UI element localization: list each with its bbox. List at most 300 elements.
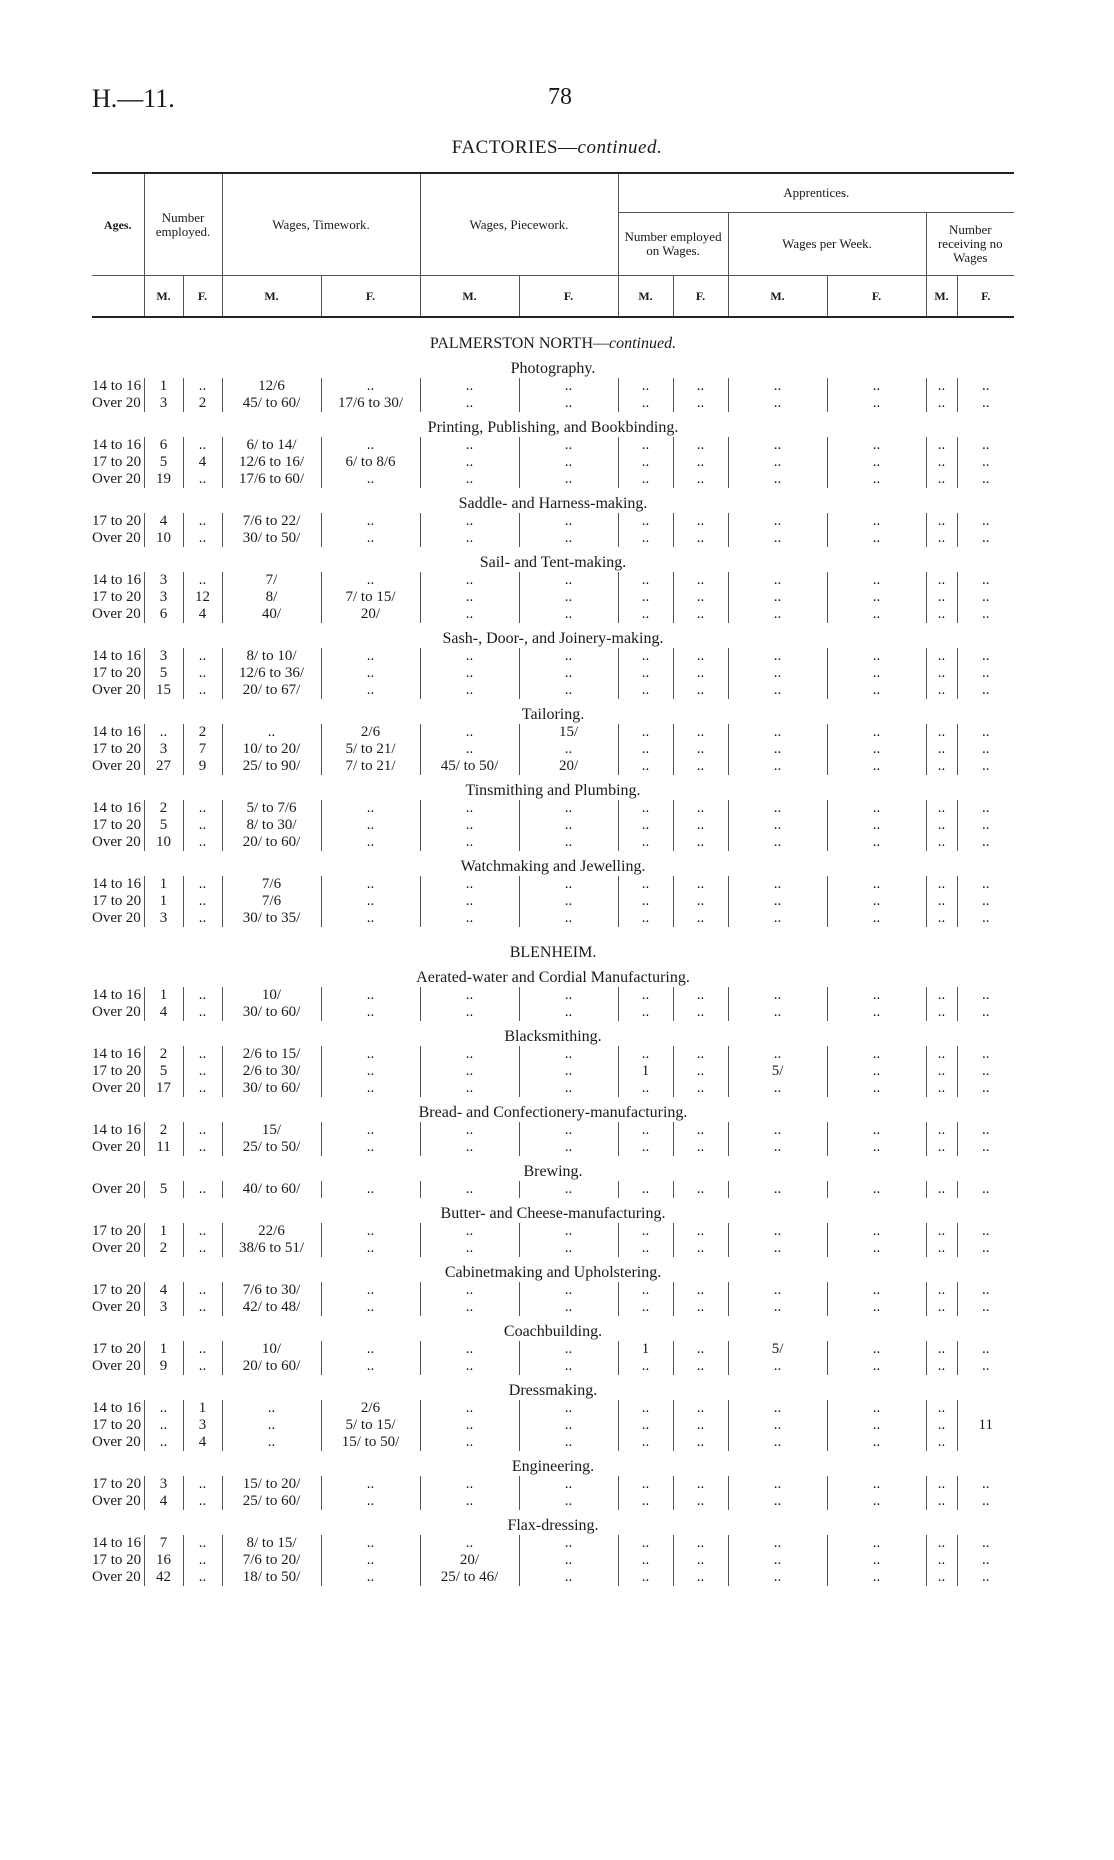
- table-cell: 2: [183, 724, 222, 741]
- table-cell: ..: [519, 1476, 618, 1493]
- category-heading-row: [92, 1316, 1014, 1341]
- table-cell: ..: [728, 1223, 827, 1240]
- table-cell: ..: [321, 665, 420, 682]
- table-cell: ..: [957, 741, 1014, 758]
- age-cell: 14 to 16: [92, 648, 142, 664]
- header-time-f: F.: [321, 276, 420, 318]
- table-cell: ..: [728, 1299, 827, 1316]
- category-heading-row: [92, 412, 1014, 437]
- table-cell: ..: [957, 1535, 1014, 1552]
- header-ages: Ages.: [92, 173, 144, 276]
- table-cell: ..: [957, 758, 1014, 775]
- table-cell: 7/ to 15/: [321, 589, 420, 606]
- age-cell: Over 20: [92, 606, 141, 622]
- table-cell: 5: [144, 1181, 183, 1198]
- table-cell: ..: [321, 1552, 420, 1569]
- age-cell: 17 to 20: [92, 817, 142, 833]
- table-cell: ..: [926, 378, 957, 395]
- header-app-wage-m: M.: [728, 276, 827, 318]
- table-cell: ..: [183, 1299, 222, 1316]
- table-cell: ..: [519, 530, 618, 547]
- header-apprentices: Apprentices.: [618, 173, 1014, 213]
- table-row: [92, 910, 1014, 927]
- header-wages-timework: Wages, Timework.: [222, 173, 420, 276]
- table-cell: ..: [321, 1080, 420, 1097]
- table-cell: ..: [519, 1080, 618, 1097]
- table-cell: ..: [420, 1493, 519, 1510]
- table-cell: ..: [618, 1476, 673, 1493]
- table-cell: ..: [618, 724, 673, 741]
- table-cell: ..: [957, 1063, 1014, 1080]
- table-cell: ..: [183, 876, 222, 893]
- table-cell: ..: [321, 1569, 420, 1586]
- table-cell: 4: [144, 1282, 183, 1299]
- table-cell: ..: [673, 1358, 728, 1375]
- table-cell: ..: [519, 513, 618, 530]
- factories-table: [92, 172, 1014, 1586]
- table-cell: ..: [183, 1122, 222, 1139]
- table-cell: 11: [957, 1417, 1014, 1434]
- table-cell: ..: [957, 893, 1014, 910]
- table-cell: ..: [926, 1535, 957, 1552]
- table-cell: 2/6: [321, 1400, 420, 1417]
- table-cell: ..: [728, 1240, 827, 1257]
- table-cell: 30/ to 60/: [222, 1080, 321, 1097]
- table-cell: ..: [957, 513, 1014, 530]
- table-cell: ..: [321, 910, 420, 927]
- table-cell: ..: [673, 987, 728, 1004]
- table-cell: 20/: [519, 758, 618, 775]
- table-cell: ..: [618, 1139, 673, 1156]
- table-cell: ..: [673, 893, 728, 910]
- table-cell: ..: [827, 1434, 926, 1451]
- table-cell: 40/ to 60/: [222, 1181, 321, 1198]
- age-cell: 17 to 20: [92, 1341, 142, 1357]
- table-cell: [957, 1434, 1014, 1451]
- table-cell: 22/6: [222, 1223, 321, 1240]
- table-cell: 16: [144, 1552, 183, 1569]
- age-cell: Over 20: [92, 834, 141, 850]
- table-cell: ..: [673, 724, 728, 741]
- table-cell: ..: [519, 1358, 618, 1375]
- table-cell: 1: [618, 1341, 673, 1358]
- table-cell: ..: [420, 572, 519, 589]
- table-cell: ..: [728, 589, 827, 606]
- table-cell: ..: [618, 1004, 673, 1021]
- table-cell: ..: [957, 1569, 1014, 1586]
- category-heading-row: [92, 1156, 1014, 1181]
- table-cell: ..: [420, 876, 519, 893]
- table-cell: 7/6 to 20/: [222, 1552, 321, 1569]
- table-cell: 45/ to 60/: [222, 395, 321, 412]
- header-emp-m: M.: [144, 276, 183, 318]
- table-cell: ..: [957, 1046, 1014, 1063]
- table-cell: ..: [618, 1569, 673, 1586]
- table-row: [92, 682, 1014, 699]
- category-heading-row: [92, 851, 1014, 876]
- table-cell: ..: [957, 648, 1014, 665]
- table-cell: ..: [144, 724, 183, 741]
- table-cell: ..: [673, 1552, 728, 1569]
- table-cell: ..: [321, 1535, 420, 1552]
- table-cell: ..: [957, 665, 1014, 682]
- table-cell: 17/6 to 30/: [321, 395, 420, 412]
- table-cell: ..: [728, 530, 827, 547]
- table-cell: 3: [144, 572, 183, 589]
- table-cell: ..: [827, 572, 926, 589]
- table-cell: ..: [827, 817, 926, 834]
- header-ages-spacer: [92, 276, 144, 318]
- table-cell: ..: [618, 800, 673, 817]
- table-cell: ..: [519, 1139, 618, 1156]
- table-cell: 4: [144, 1493, 183, 1510]
- age-cell: Over 20: [92, 1181, 141, 1197]
- table-cell: 3: [144, 741, 183, 758]
- table-row: [92, 454, 1014, 471]
- table-row: [92, 1063, 1014, 1080]
- report-reference: H.—11.: [92, 84, 175, 113]
- table-cell: 2: [183, 395, 222, 412]
- category-heading: Coachbuilding.: [503, 1323, 603, 1340]
- table-cell: ..: [957, 1476, 1014, 1493]
- table-row: [92, 1358, 1014, 1375]
- table-cell: ..: [519, 1417, 618, 1434]
- table-cell: 3: [144, 395, 183, 412]
- table-cell: ..: [957, 817, 1014, 834]
- table-cell: ..: [827, 606, 926, 623]
- table-cell: ..: [827, 910, 926, 927]
- table-cell: 25/ to 90/: [222, 758, 321, 775]
- header-app-nowage-m: M.: [926, 276, 957, 318]
- category-heading-row: [92, 1375, 1014, 1400]
- table-cell: ..: [420, 1046, 519, 1063]
- category-heading-row: [92, 547, 1014, 572]
- town-name: PALMERSTON NORTH—: [429, 335, 609, 352]
- table-cell: 9: [183, 758, 222, 775]
- table-cell: ..: [222, 1417, 321, 1434]
- table-cell: 20/ to 60/: [222, 834, 321, 851]
- table-cell: ..: [618, 1240, 673, 1257]
- table-cell: ..: [926, 471, 957, 488]
- table-row: [92, 606, 1014, 623]
- table-row: [92, 1080, 1014, 1097]
- table-cell: ..: [957, 1080, 1014, 1097]
- table-cell: ..: [827, 682, 926, 699]
- table-cell: ..: [420, 1122, 519, 1139]
- table-cell: 8/ to 30/: [222, 817, 321, 834]
- age-cell: 14 to 16: [92, 1046, 142, 1062]
- table-row: [92, 1552, 1014, 1569]
- table-cell: 8/ to 10/: [222, 648, 321, 665]
- table-cell: ..: [222, 724, 321, 741]
- table-cell: ..: [183, 1080, 222, 1097]
- table-cell: ..: [321, 513, 420, 530]
- table-cell: 15/ to 20/: [222, 1476, 321, 1493]
- table-row: [92, 648, 1014, 665]
- table-cell: ..: [728, 834, 827, 851]
- table-cell: 3: [144, 648, 183, 665]
- table-cell: ..: [827, 1181, 926, 1198]
- category-heading-row: [92, 623, 1014, 648]
- table-cell: 10/ to 20/: [222, 741, 321, 758]
- table-cell: ..: [673, 1223, 728, 1240]
- table-cell: ..: [728, 665, 827, 682]
- table-cell: ..: [728, 1004, 827, 1021]
- table-cell: ..: [728, 437, 827, 454]
- table-cell: 7/ to 21/: [321, 758, 420, 775]
- age-cell: 14 to 16: [92, 724, 142, 740]
- age-cell: Over 20: [92, 1358, 141, 1374]
- table-cell: ..: [183, 1569, 222, 1586]
- age-cell: 14 to 16: [92, 987, 142, 1003]
- table-cell: 2: [144, 1046, 183, 1063]
- table-cell: ..: [673, 1400, 728, 1417]
- table-cell: ..: [957, 606, 1014, 623]
- table-cell: ..: [827, 1240, 926, 1257]
- table-cell: ..: [957, 1122, 1014, 1139]
- header-app-emp-f: F.: [673, 276, 728, 318]
- table-cell: ..: [673, 530, 728, 547]
- table-cell: ..: [728, 1080, 827, 1097]
- table-cell: ..: [673, 682, 728, 699]
- table-cell: ..: [618, 1181, 673, 1198]
- table-cell: ..: [673, 834, 728, 851]
- town-name: BLENHEIM.: [509, 944, 597, 961]
- table-cell: 3: [144, 1299, 183, 1316]
- table-cell: ..: [926, 1417, 957, 1434]
- table-cell: ..: [926, 648, 957, 665]
- table-row: [92, 1341, 1014, 1358]
- table-row: [92, 758, 1014, 775]
- header-app-wage-f: F.: [827, 276, 926, 318]
- table-cell: ..: [827, 648, 926, 665]
- table-row: [92, 1417, 1014, 1434]
- category-heading: Sail- and Tent-making.: [479, 554, 627, 571]
- table-cell: 1: [144, 1223, 183, 1240]
- table-cell: 1: [144, 1341, 183, 1358]
- town-heading-row: [92, 317, 1014, 353]
- table-cell: 10/: [222, 1341, 321, 1358]
- table-cell: ..: [827, 454, 926, 471]
- table-cell: ..: [183, 800, 222, 817]
- table-cell: ..: [519, 817, 618, 834]
- table-row: [92, 876, 1014, 893]
- table-cell: ..: [673, 741, 728, 758]
- table-cell: ..: [321, 1476, 420, 1493]
- table-cell: 4: [144, 1004, 183, 1021]
- table-cell: ..: [321, 876, 420, 893]
- table-cell: 45/ to 50/: [420, 758, 519, 775]
- age-cell: 17 to 20: [92, 1063, 142, 1079]
- title-continued: continued.: [577, 137, 663, 158]
- table-cell: ..: [183, 513, 222, 530]
- table-cell: ..: [222, 1434, 321, 1451]
- table-cell: ..: [827, 1004, 926, 1021]
- table-cell: 15/: [519, 724, 618, 741]
- table-cell: 7/6 to 30/: [222, 1282, 321, 1299]
- table-cell: ..: [827, 1535, 926, 1552]
- table-cell: 10: [144, 530, 183, 547]
- table-cell: ..: [827, 1122, 926, 1139]
- table-cell: ..: [321, 1223, 420, 1240]
- category-heading: Flax-dressing.: [507, 1517, 599, 1534]
- table-cell: ..: [144, 1400, 183, 1417]
- table-cell: ..: [827, 1493, 926, 1510]
- table-cell: ..: [728, 1139, 827, 1156]
- table-cell: ..: [618, 395, 673, 412]
- table-cell: 42/ to 48/: [222, 1299, 321, 1316]
- table-cell: 2: [144, 800, 183, 817]
- table-cell: ..: [519, 1341, 618, 1358]
- table-cell: ..: [957, 1282, 1014, 1299]
- category-heading: Butter- and Cheese-manufacturing.: [440, 1205, 666, 1222]
- table-cell: ..: [321, 682, 420, 699]
- table-cell: ..: [957, 378, 1014, 395]
- table-cell: ..: [420, 665, 519, 682]
- table-cell: ..: [926, 910, 957, 927]
- category-heading: Aerated-water and Cordial Manufacturing.: [416, 969, 690, 986]
- table-row: [92, 589, 1014, 606]
- table-cell: ..: [183, 530, 222, 547]
- table-cell: ..: [618, 876, 673, 893]
- table-cell: ..: [183, 682, 222, 699]
- table-cell: ..: [519, 589, 618, 606]
- category-heading-row: [92, 962, 1014, 987]
- table-cell: ..: [728, 1400, 827, 1417]
- table-row: [92, 1569, 1014, 1586]
- table-cell: ..: [827, 1552, 926, 1569]
- table-row: [92, 665, 1014, 682]
- table-cell: ..: [222, 1400, 321, 1417]
- table-cell: ..: [519, 1434, 618, 1451]
- header-app-number-employed: Number employed on Wages.: [618, 213, 728, 276]
- table-cell: ..: [618, 1122, 673, 1139]
- table-cell: ..: [827, 893, 926, 910]
- age-cell: 14 to 16: [92, 876, 142, 892]
- table-cell: ..: [827, 513, 926, 530]
- table-row: [92, 1122, 1014, 1139]
- table-cell: ..: [519, 1282, 618, 1299]
- table-cell: ..: [618, 1535, 673, 1552]
- table-cell: ..: [926, 741, 957, 758]
- town-heading: [92, 317, 1014, 353]
- table-row: [92, 1299, 1014, 1316]
- table-cell: ..: [827, 758, 926, 775]
- category-heading: Bread- and Confectionery-manufacturing.: [418, 1104, 688, 1121]
- table-cell: ..: [827, 800, 926, 817]
- age-cell: Over 20: [92, 1004, 141, 1020]
- table-row: [92, 741, 1014, 758]
- table-cell: ..: [420, 648, 519, 665]
- table-cell: ..: [183, 1358, 222, 1375]
- table-cell: ..: [321, 1299, 420, 1316]
- table-cell: ..: [618, 665, 673, 682]
- table-cell: ..: [926, 1063, 957, 1080]
- table-cell: ..: [519, 800, 618, 817]
- table-cell: 25/ to 46/: [420, 1569, 519, 1586]
- table-row: [92, 437, 1014, 454]
- table-cell: 4: [183, 1434, 222, 1451]
- table-cell: ..: [957, 1223, 1014, 1240]
- age-cell: 17 to 20: [92, 1552, 142, 1568]
- table-cell: ..: [926, 1569, 957, 1586]
- table-cell: ..: [728, 910, 827, 927]
- table-cell: 15/: [222, 1122, 321, 1139]
- table-cell: 10/: [222, 987, 321, 1004]
- table-cell: ..: [957, 1299, 1014, 1316]
- header-piece-m: M.: [420, 276, 519, 318]
- table-cell: ..: [957, 572, 1014, 589]
- table-cell: ..: [420, 471, 519, 488]
- table-cell: ..: [957, 910, 1014, 927]
- table-cell: ..: [618, 589, 673, 606]
- table-cell: ..: [728, 378, 827, 395]
- category-heading-row: [92, 1198, 1014, 1223]
- table-cell: ..: [728, 987, 827, 1004]
- table-row: [92, 395, 1014, 412]
- table-cell: ..: [321, 530, 420, 547]
- table-cell: ..: [519, 437, 618, 454]
- category-heading-row: [92, 1097, 1014, 1122]
- table-cell: ..: [321, 1240, 420, 1257]
- table-cell: ..: [519, 1299, 618, 1316]
- table-cell: ..: [827, 395, 926, 412]
- table-cell: ..: [926, 437, 957, 454]
- table-cell: ..: [827, 378, 926, 395]
- table-cell: ..: [673, 437, 728, 454]
- table-cell: ..: [827, 1358, 926, 1375]
- table-cell: ..: [673, 1004, 728, 1021]
- table-cell: ..: [183, 1493, 222, 1510]
- table-cell: ..: [926, 893, 957, 910]
- table-row: [92, 378, 1014, 395]
- table-cell: ..: [926, 572, 957, 589]
- table-cell: 11: [144, 1139, 183, 1156]
- table-cell: ..: [728, 1569, 827, 1586]
- table-cell: ..: [321, 437, 420, 454]
- table-cell: ..: [957, 682, 1014, 699]
- table-cell: ..: [728, 648, 827, 665]
- table-cell: ..: [420, 1282, 519, 1299]
- table-cell: ..: [926, 1434, 957, 1451]
- table-cell: ..: [728, 1493, 827, 1510]
- table-cell: ..: [183, 1341, 222, 1358]
- table-cell: ..: [420, 1400, 519, 1417]
- table-cell: ..: [957, 987, 1014, 1004]
- table-row: [92, 1476, 1014, 1493]
- table-cell: ..: [926, 1240, 957, 1257]
- table-cell: ..: [728, 471, 827, 488]
- table-cell: ..: [926, 987, 957, 1004]
- category-heading: Cabinetmaking and Upholstering.: [444, 1264, 662, 1281]
- table-cell: ..: [618, 1552, 673, 1569]
- table-cell: ..: [673, 876, 728, 893]
- category-heading-row: [92, 1021, 1014, 1046]
- age-cell: Over 20: [92, 910, 141, 926]
- table-row: [92, 1046, 1014, 1063]
- page-number: 78: [548, 84, 572, 110]
- table-cell: 1: [144, 378, 183, 395]
- header-app-no-wages: Number receiving no Wages: [926, 213, 1014, 276]
- table-cell: ..: [420, 395, 519, 412]
- table-cell: ..: [827, 1569, 926, 1586]
- table-cell: ..: [321, 1358, 420, 1375]
- table-cell: ..: [183, 378, 222, 395]
- table-cell: ..: [519, 834, 618, 851]
- table-cell: 20/ to 67/: [222, 682, 321, 699]
- table-cell: 30/ to 35/: [222, 910, 321, 927]
- table-cell: ..: [519, 1181, 618, 1198]
